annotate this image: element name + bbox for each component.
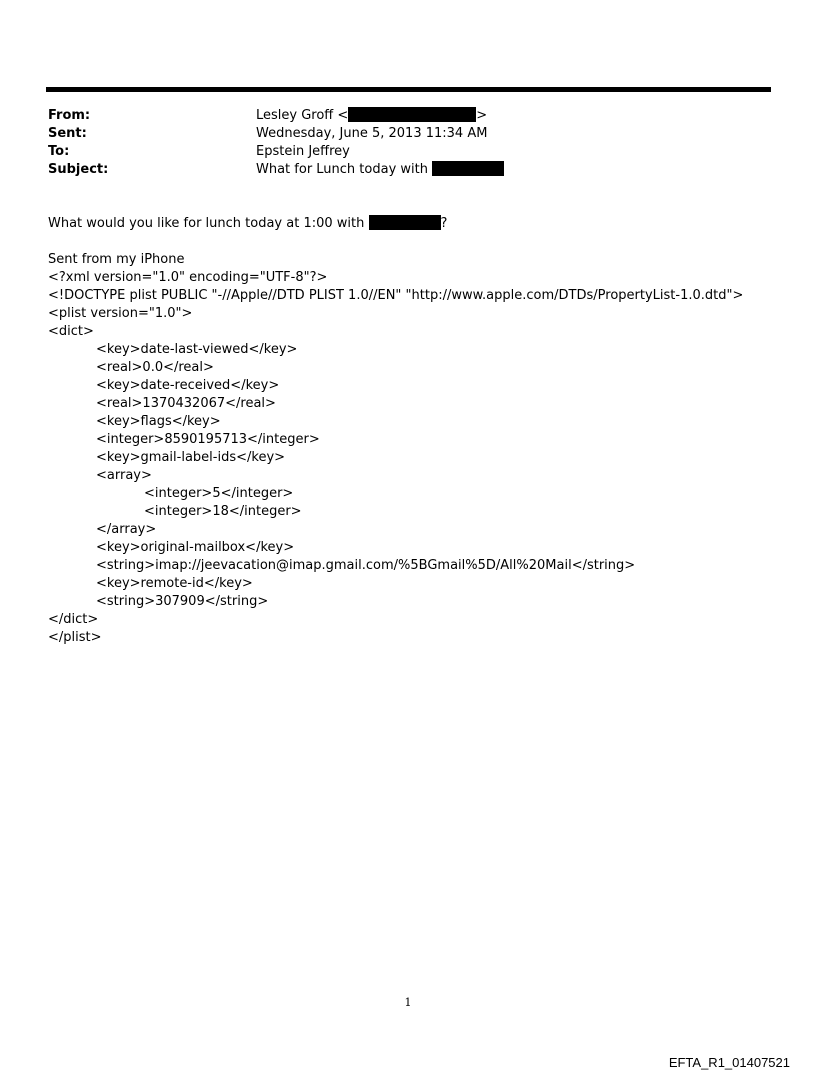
redaction-block bbox=[348, 107, 476, 122]
from-suffix: > bbox=[476, 108, 488, 123]
plist-line: <dict> bbox=[48, 324, 94, 339]
plist-line: <key>remote-id</key> bbox=[96, 576, 253, 591]
subject-label: Subject: bbox=[48, 162, 109, 177]
page-number: 1 bbox=[404, 996, 412, 1009]
header-rule bbox=[46, 87, 771, 92]
document-id: EFTA_R1_01407521 bbox=[668, 1055, 790, 1070]
plist-line: <key>date-last-viewed</key> bbox=[96, 342, 298, 357]
plist-line: <key>flags</key> bbox=[96, 414, 221, 429]
from-label: From: bbox=[48, 108, 91, 123]
from-value bbox=[256, 107, 487, 125]
redaction-block bbox=[369, 215, 441, 230]
subject-value bbox=[256, 161, 504, 179]
plist-line: <string>imap://jeevacation@imap.gmail.com/%5BGmail%5D/All%20Mail</string> bbox=[96, 558, 636, 573]
plist-line: <real>0.0</real> bbox=[96, 360, 214, 375]
subject-text: What for Lunch today with bbox=[256, 162, 428, 177]
lunch-question bbox=[48, 215, 447, 233]
sent-label: Sent: bbox=[48, 126, 87, 141]
plist-line: </dict> bbox=[48, 612, 99, 627]
plist-line: </array> bbox=[96, 522, 157, 537]
question-mark: ? bbox=[440, 216, 448, 231]
plist-line: <key>date-received</key> bbox=[96, 378, 280, 393]
plist-line: <key>gmail-label-ids</key> bbox=[96, 450, 286, 465]
redaction-block bbox=[432, 161, 504, 176]
from-name: Lesley Groff < bbox=[256, 108, 349, 123]
plist-line: <integer>5</integer> bbox=[144, 486, 294, 501]
signature: Sent from my iPhone bbox=[48, 252, 185, 267]
plist-line: <real>1370432067</real> bbox=[96, 396, 276, 411]
plist-line: <key>original-mailbox</key> bbox=[96, 540, 295, 555]
plist-line: <!DOCTYPE plist PUBLIC "-//Apple//DTD PLIST 1.0//EN" "http://www.apple.com/DTDs/PropertyList-1.0.dtd"> bbox=[48, 288, 744, 303]
to-value: Epstein Jeffrey bbox=[256, 144, 350, 159]
plist-line: <integer>18</integer> bbox=[144, 504, 302, 519]
question-text: What would you like for lunch today at 1:00 with bbox=[48, 216, 365, 231]
to-label: To: bbox=[48, 144, 70, 159]
plist-line: <array> bbox=[96, 468, 152, 483]
plist-line: </plist> bbox=[48, 630, 102, 645]
plist-line: <string>307909</string> bbox=[96, 594, 269, 609]
plist-line: <?xml version="1.0" encoding="UTF-8"?> bbox=[48, 270, 328, 285]
sent-value: Wednesday, June 5, 2013 11:34 AM bbox=[256, 126, 488, 141]
plist-line: <plist version="1.0"> bbox=[48, 306, 193, 321]
plist-line: <integer>8590195713</integer> bbox=[96, 432, 320, 447]
